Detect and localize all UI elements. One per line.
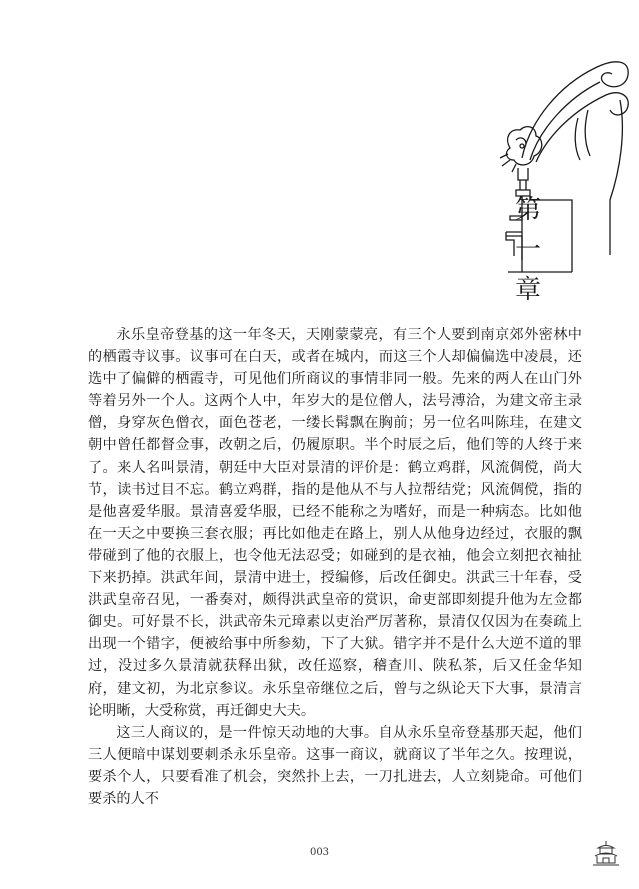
dragon-pillar-ornament xyxy=(470,40,639,280)
pagoda-emblem-icon xyxy=(590,838,622,868)
chapter-title-char: 第 xyxy=(514,195,541,225)
chapter-title-char: 一 xyxy=(514,235,541,265)
paragraph: 这三人商议的，是一件惊天动地的大事。自从永乐皇帝登基那天起，他们三人便暗中谋划要刺杀永乐皇帝。这事一商议，就商议了半年之久。按理说，要杀个人，只要看准了机会，突然扑上去，一刀扎进去，人立刻毙命。可他们要杀的人不 xyxy=(88,724,582,807)
page-number: 003 xyxy=(309,847,330,858)
paragraph: 永乐皇帝登基的这一年冬天，天刚蒙蒙亮，有三个人要到南京郊外密林中的栖霞寺议事。议事可在白天，或者在城内，而这三个人却偏偏选中凌晨，还选中了偏僻的栖霞寺，可见他们所商议的事情非同一般。先来的两人在山门外等着另外一个人。这两个人中，年岁大的是位僧人，法号溥洽，为建文帝主录僧，身穿灰色僧衣，面色苍老，一缕长髯飘在胸前；另一位名叫陈珪，在建文朝中曾任都督佥事，改朝之后，仍履原职。半个时辰之后，他们等的人终于来了。来人名叫景清，朝廷中大臣对景清的评价是：鹤立鸡群，风流倜傥，尚大节，读书过目不忘。鹤立鸡群，指的是他从不与人拉帮结党；风流倜傥，指的是他喜爱华服。景清喜爱华服，已经不能称之为嗜好，而是一种病态。比如他在一天之中要换三套衣服；再比如他走在路上，别人从他身边经过，衣服的飘带碰到了他的衣服上，也令他无法忍受；如碰到的是衣袖，他会立刻把衣袖扯下来扔掉。洪武年间，景清中进士，授编修，后改任御史。洪武三十年春，受洪武皇帝召见，一番奏对，颇得洪武皇帝的赏识，命吏部即刻提升他为左佥都御史。可好景不长，洪武帝朱元璋素以吏治严厉著称，景清仅仅因为在奏疏上出现一个错字，便被给事中所参劾，下了大狱。错字并不是什么大逆不道的罪过，没过多久景清就获释出狱，改任巡察，稽查川、陕私茶，后又任金华知府，建文初，为北京参议。永乐皇帝继位之后，曾与之纵论天下大事，景清言论明晰，大受称赏，再迁御史大夫。 xyxy=(88,327,582,719)
chapter-title xyxy=(510,190,546,310)
body-text xyxy=(88,324,582,810)
chapter-title-char: 章 xyxy=(514,275,541,305)
